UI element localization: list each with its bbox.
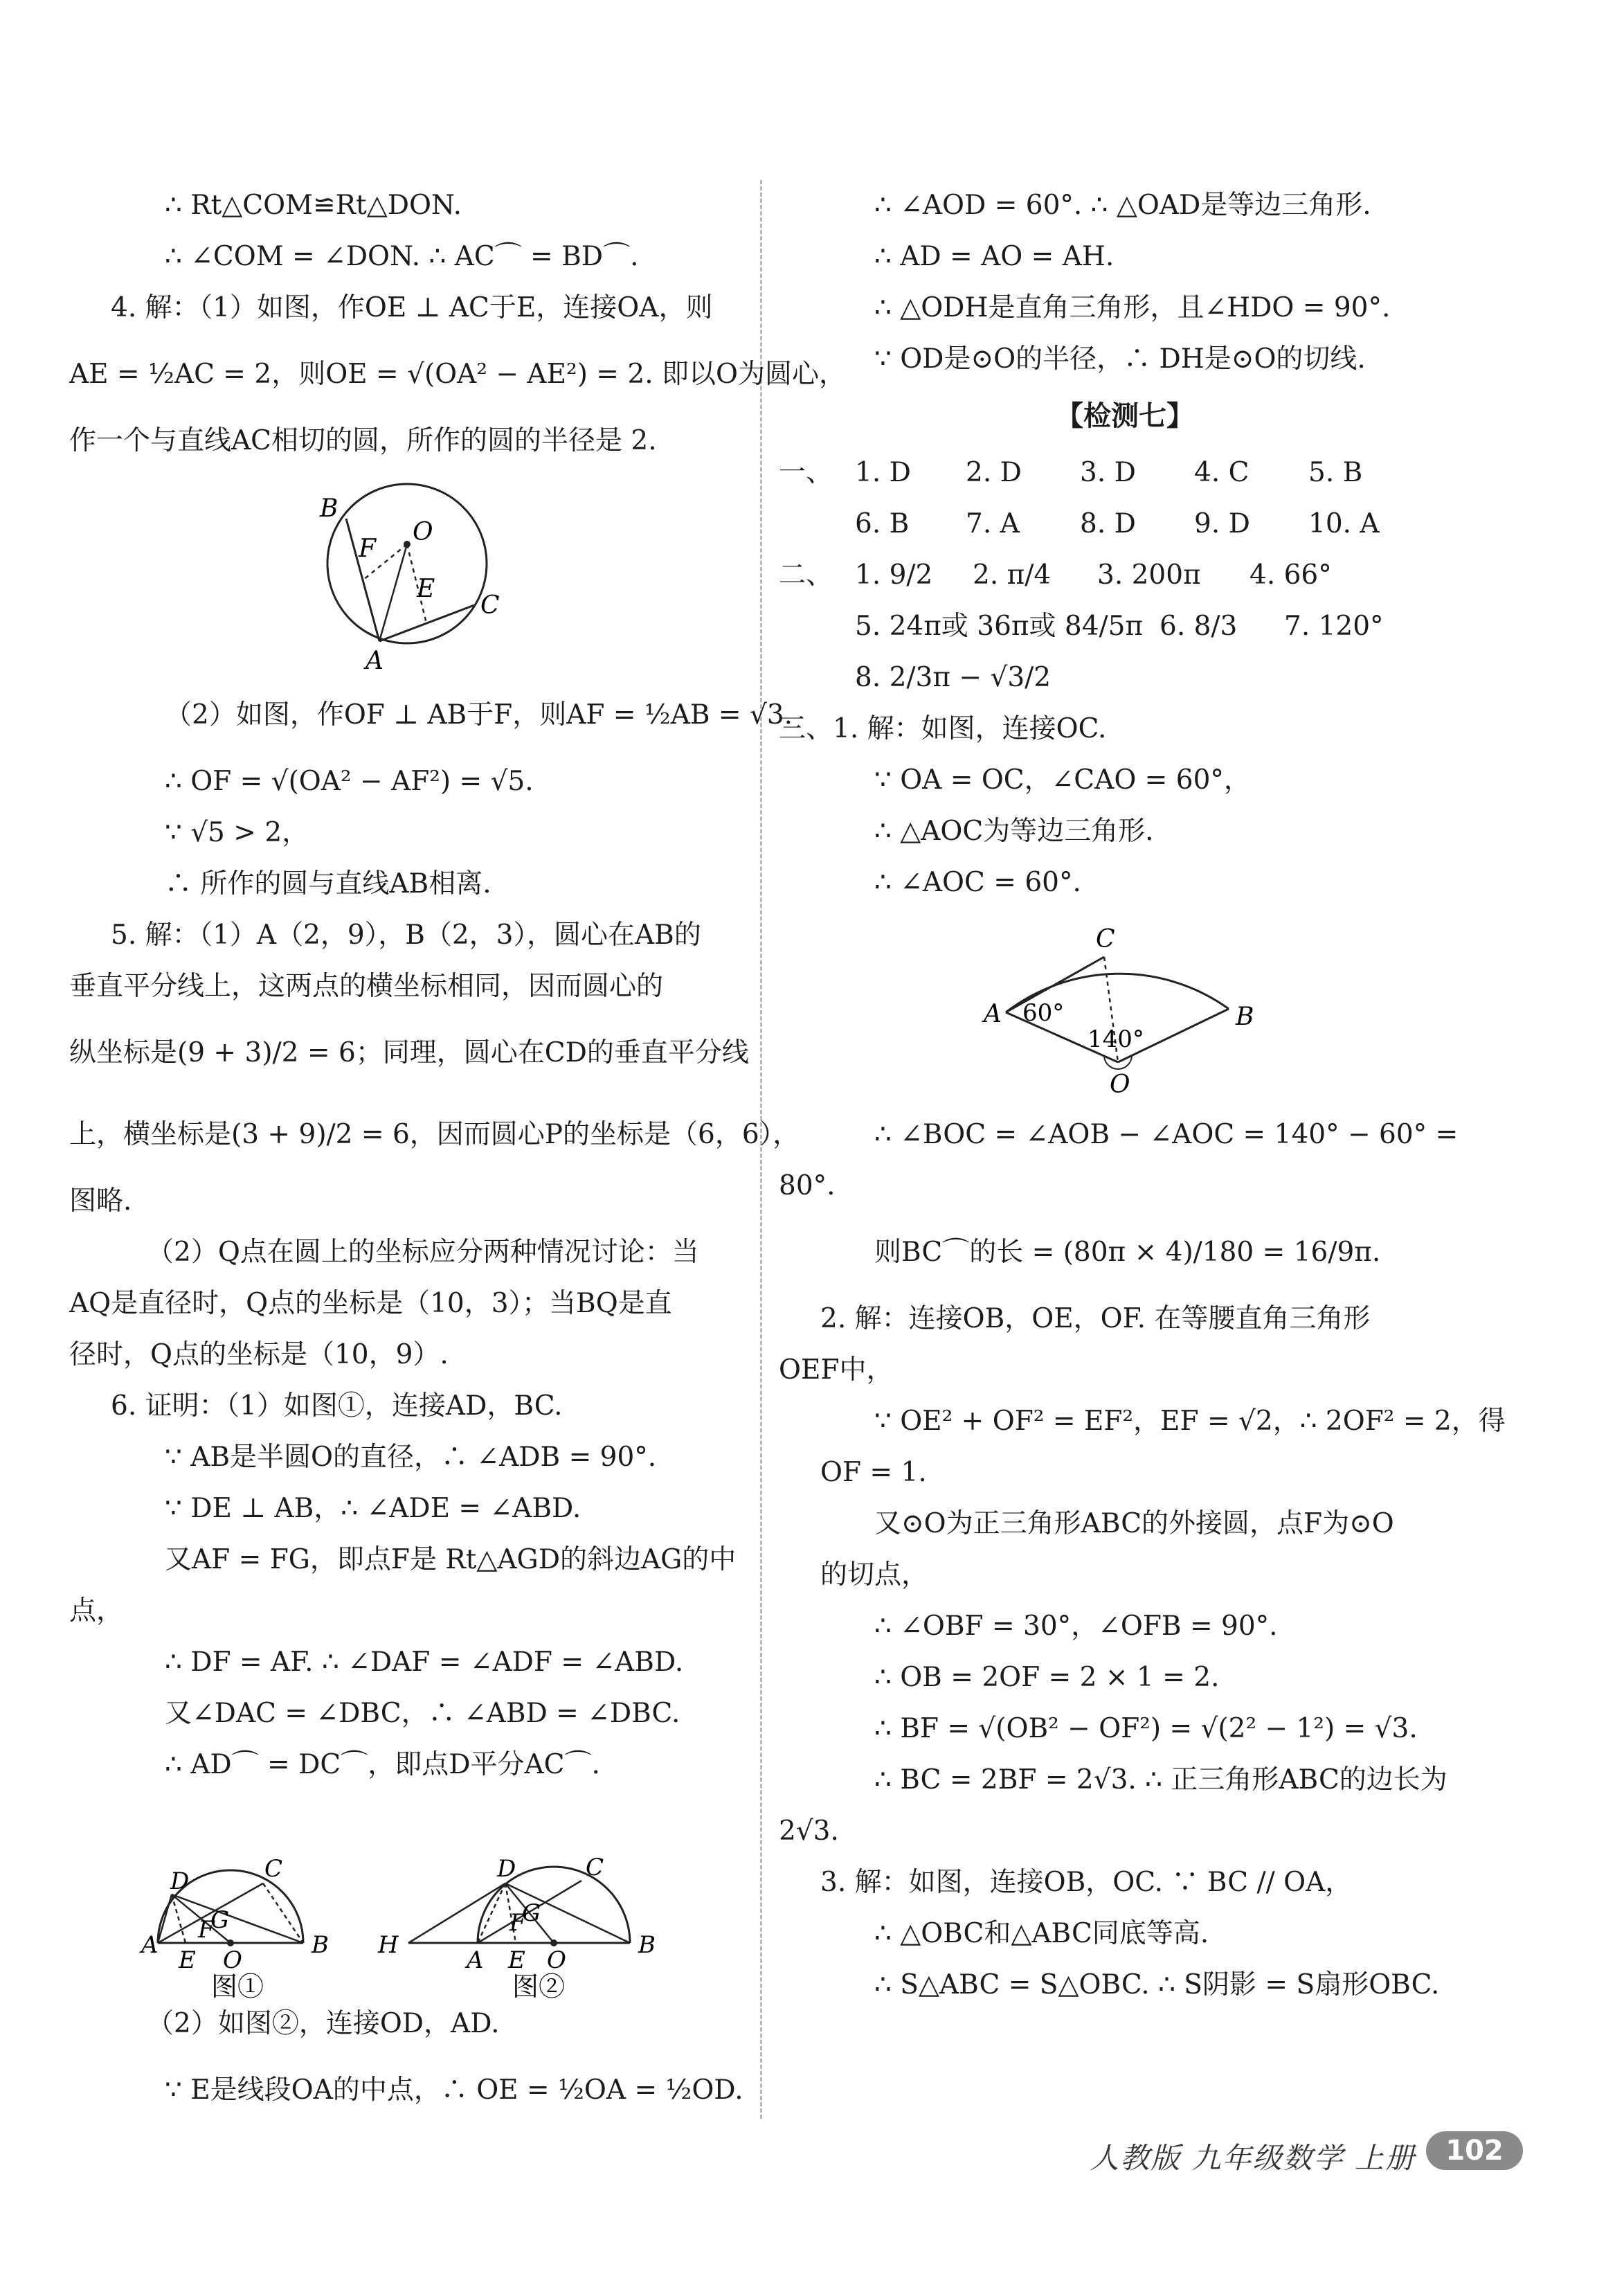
text-line: 作一个与直线AC相切的圆，所作的圆的半径是 2. — [69, 425, 657, 456]
text-line: ∴ AD⌒ = DC⌒，即点D平分AC⌒. — [165, 1749, 600, 1780]
fig3-label-g: G — [522, 1899, 541, 1927]
seg-de-1 — [172, 1894, 186, 1943]
answer-item: 6. 8/3 — [1160, 611, 1238, 642]
text-line: ∴ ∠BOC = ∠AOB − ∠AOC = 140° − 60° = — [874, 1119, 1459, 1150]
book-title: 人教版 九年级数学 上册 — [1090, 2141, 1416, 2175]
text-line: ∴ ∠COM = ∠DON. ∴ AC⌒ = BD⌒. — [165, 241, 639, 272]
text-line: ∴ OB = 2OF = 2 × 1 = 2. — [874, 1662, 1220, 1693]
text-line: 径时，Q点的坐标是（10，9）. — [69, 1339, 449, 1370]
part-label: 二、 — [779, 559, 833, 591]
text-line: 又AF = FG，即点F是 Rt△AGD的斜边AG的中 — [165, 1544, 737, 1575]
text-line: （2）如图②，连接OD，AD. — [147, 2008, 500, 2039]
fig3-label-h: H — [378, 1931, 399, 1959]
text-line: ∴ S△ABC = S△OBC. ∴ S阴影 = S扇形OBC. — [874, 1969, 1440, 2000]
fig4-label-a: A — [984, 1000, 1002, 1028]
text-line: 三、1. 解：如图，连接OC. — [779, 713, 1107, 744]
answer-item: 9. D — [1194, 508, 1250, 539]
text-line: ∴ OF = √(OA² − AF²) = √5. — [165, 766, 534, 797]
text-line: 4. 解：（1）如图，作OE ⊥ AC于E，连接OA，则 — [111, 292, 713, 323]
text-line: （2）如图，作OF ⊥ AB于F，则AF = ½AB = √3. — [165, 699, 793, 731]
figure-caption-1: 图① — [211, 1971, 264, 1998]
semicircle-diagrams — [69, 1791, 744, 1998]
answer-item: 4. 66° — [1249, 559, 1332, 591]
page-footer — [969, 2131, 1523, 2173]
text-line: 上，横坐标是(3 + 9)/2 = 6，因而圆心P的坐标是（6，6）， — [69, 1119, 800, 1150]
fig3-label-d: D — [497, 1855, 516, 1883]
label-f: F — [359, 535, 376, 563]
answer-item: 6. B — [855, 508, 910, 539]
text-line: ∴ DF = AF. ∴ ∠DAF = ∠ADF = ∠ABD. — [165, 1647, 684, 1678]
fig3-label-c: C — [586, 1854, 604, 1881]
text-line: 6. 证明：（1）如图①，连接AD，BC. — [111, 1390, 563, 1422]
text-line: 则BC⌒的长 = (80π × 4)/180 = 16/9π. — [874, 1237, 1381, 1268]
fig4-label-c: C — [1096, 925, 1115, 953]
text-line: （2）Q点在圆上的坐标应分两种情况讨论：当 — [147, 1237, 699, 1268]
answer-item: 8. D — [1080, 508, 1136, 539]
text-line: AQ是直径时，Q点的坐标是（10，3）；当BQ是直 — [69, 1288, 672, 1319]
text-line: ∵ √5 > 2， — [165, 817, 309, 848]
text-line: 又⊙O为正三角形ABC的外接圆，点F为⊙O — [874, 1508, 1394, 1539]
fig2-label-b: B — [312, 1931, 329, 1959]
answer-item: 4. C — [1194, 457, 1249, 488]
fig3-label-f: F — [509, 1909, 526, 1937]
answer-item: 7. A — [966, 508, 1020, 539]
fig2-label-f: F — [198, 1916, 215, 1944]
right-column — [779, 180, 1506, 2011]
text-line: ∵ OE² + OF² = EF²，EF = √2，∴ 2OF² = 2，得 — [874, 1406, 1506, 1437]
text-line: 5. 解：（1）A（2，9），B（2，3），圆心在AB的 — [111, 920, 701, 951]
text-line: ∴ BF = √(OB² − OF²) = √(2² − 1²) = √3. — [874, 1713, 1418, 1744]
fig4-angle-60: 60° — [1022, 999, 1065, 1027]
label-a: A — [366, 647, 384, 674]
text-line: ∵ AB是半圆O的直径，∴ ∠ADB = 90°. — [165, 1442, 657, 1473]
figure-caption-2: 图② — [512, 1971, 566, 1998]
label-o: O — [413, 518, 433, 546]
figure-semicircles — [69, 1791, 744, 1998]
text-line: ∴ 所作的圆与直线AB相离. — [165, 868, 491, 899]
sector-diagram — [779, 908, 1471, 1109]
text-line: 3. 解：如图，连接OB，OC. ∵ BC // OA， — [820, 1867, 1353, 1898]
figure-circle-tangent — [69, 467, 744, 674]
fig3-label-o: O — [547, 1946, 566, 1974]
fig3-label-b: B — [638, 1931, 656, 1959]
answer-item: 8. 2/3π − √3/2 — [855, 662, 1052, 693]
fig4-label-o: O — [1110, 1070, 1130, 1099]
fig2-label-c: C — [264, 1855, 283, 1883]
answer-item: 1. 9/2 — [855, 559, 933, 591]
answers-part-1 — [779, 447, 1471, 499]
text-line: 纵坐标是(9 + 3)/2 = 6；同理，圆心在CD的垂直平分线 — [69, 1037, 749, 1068]
answers-part-2 — [779, 550, 1471, 601]
text-line: ∴ △ODH是直角三角形，且∠HDO = 90°. — [874, 292, 1391, 323]
answer-item: 2. π/4 — [973, 559, 1052, 591]
figure-sector — [779, 908, 1471, 1109]
answer-item: 1. D — [855, 457, 911, 488]
text-line: ∵ E是线段OA的中点，∴ OE = ½OA = ½OD. — [165, 2075, 743, 2106]
text-line: AE = ½AC = 2，则OE = √(OA² − AE²) = 2. 即以O为圆心， — [69, 359, 846, 390]
text-line: 80°. — [779, 1170, 836, 1201]
text-line: ∴ ∠AOC = 60°. — [874, 867, 1081, 898]
text-line: OEF中， — [779, 1354, 894, 1386]
fig4-label-b: B — [1236, 1003, 1254, 1031]
section-title: 【检测七】 — [1056, 400, 1194, 432]
text-line: ∴ △OBC和△ABC同底等高. — [874, 1918, 1209, 1949]
text-line: 垂直平分线上，这两点的横坐标相同，因而圆心的 — [69, 971, 664, 1002]
circle-shape — [327, 484, 487, 643]
fig2-label-o: O — [223, 1946, 242, 1974]
center-1 — [227, 1939, 234, 1946]
fig3-label-a: A — [467, 1946, 484, 1974]
text-line: ∴ ∠OBF = 30°，∠OFB = 90°. — [874, 1611, 1278, 1642]
fig2-label-e: E — [179, 1946, 196, 1974]
answer-item: 2. D — [966, 457, 1022, 488]
text-line: ∴ △AOC为等边三角形. — [874, 816, 1154, 847]
fig2-label-a: A — [141, 1931, 159, 1959]
text-line: ∵ DE ⊥ AB，∴ ∠ADE = ∠ABD. — [165, 1493, 581, 1524]
text-line: ∵ OA = OC，∠CAO = 60°， — [874, 764, 1251, 796]
text-line: 2. 解：连接OB，OE，OF. 在等腰直角三角形 — [820, 1303, 1371, 1334]
text-line: OF = 1. — [820, 1457, 927, 1488]
fig4-angle-140: 140° — [1088, 1025, 1144, 1053]
label-b: B — [320, 494, 339, 523]
answer-item: 3. 200π — [1097, 559, 1201, 591]
text-line: 2√3. — [779, 1816, 839, 1847]
answers-part-2-row3 — [779, 652, 1471, 704]
fig2-label-g: G — [210, 1906, 230, 1934]
answer-item: 10. A — [1308, 508, 1380, 539]
answers-part-1-row2 — [779, 499, 1471, 550]
segment-oa — [379, 544, 407, 641]
page-number: 102 — [1426, 2131, 1523, 2170]
text-line: 的切点， — [820, 1559, 929, 1590]
answer-item: 7. 120° — [1284, 611, 1384, 642]
label-e: E — [417, 575, 435, 603]
text-line: ∴ ∠AOD = 60°. ∴ △OAD是等边三角形. — [874, 190, 1371, 221]
center-point — [404, 541, 410, 548]
text-line: 又∠DAC = ∠DBC，∴ ∠ABD = ∠DBC. — [165, 1698, 680, 1729]
answer-item: 3. D — [1080, 457, 1136, 488]
text-line: ∴ AD = AO = AH. — [874, 241, 1115, 272]
center-2 — [550, 1939, 557, 1946]
answer-item: 5. B — [1308, 457, 1363, 488]
label-c: C — [480, 591, 500, 620]
fig2-label-d: D — [170, 1867, 190, 1895]
text-line: 点， — [69, 1595, 124, 1627]
answer-item: 5. 24π或 36π或 84/5π — [855, 611, 1144, 642]
fig3-label-e: E — [508, 1946, 525, 1974]
circle-diagram — [69, 467, 744, 674]
part-label: 一、 — [779, 457, 833, 488]
text-line: ∵ OD是⊙O的半径，∴ DH是⊙O的切线. — [874, 343, 1366, 375]
text-line: 图略. — [69, 1185, 132, 1217]
answers-part-2-row2 — [779, 601, 1471, 652]
text-line: ∴ Rt△COM≌Rt△DON. — [165, 190, 462, 221]
text-line: ∴ BC = 2BF = 2√3. ∴ 正三角形ABC的边长为 — [874, 1764, 1447, 1795]
seg-db-1 — [172, 1894, 303, 1943]
